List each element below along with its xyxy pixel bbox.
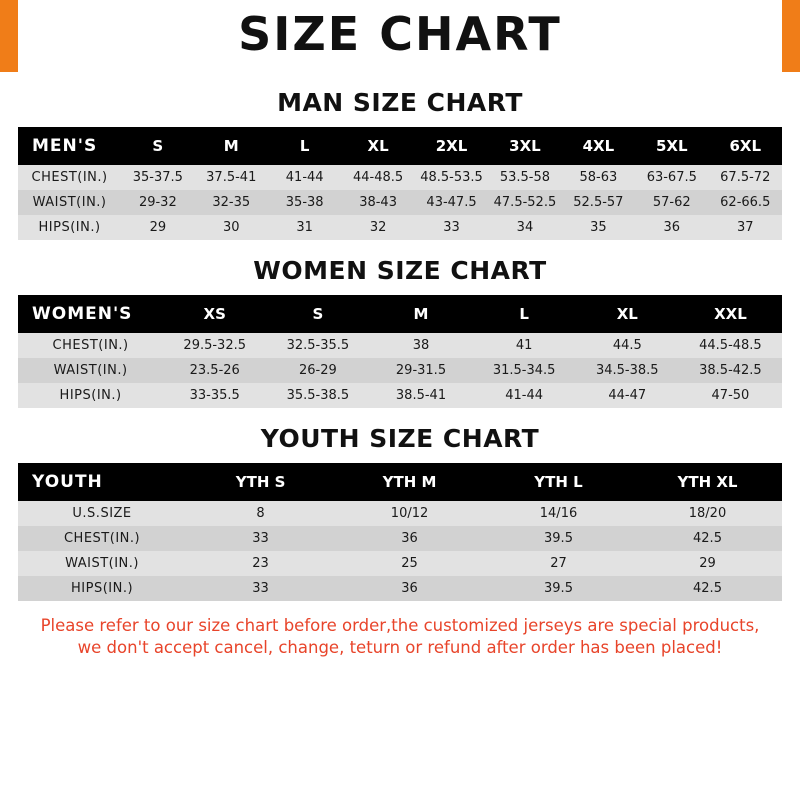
women-hips-xxl: 47-50 [679,383,782,408]
youth-hips-m: 36 [335,576,484,601]
women-header-l: L [473,295,576,333]
men-header-l: L [268,127,341,165]
table-row [18,215,782,240]
table-row [18,165,782,190]
youth-ussize-l: 14/16 [484,501,633,526]
youth-hips-l: 39.5 [484,576,633,601]
youth-hips-xl: 42.5 [633,576,782,601]
page-title: SIZE CHART [238,7,562,61]
men-header-4xl: 4XL [562,127,635,165]
women-hips-l: 41-44 [473,383,576,408]
men-row-label-hips: HIPS(IN.) [18,215,121,240]
women-waist-m: 29-31.5 [369,358,472,383]
youth-row-label-waist: WAIST(IN.) [18,551,186,576]
youth-row-label-chest: CHEST(IN.) [18,526,186,551]
women-header-s: S [266,295,369,333]
youth-size-table [18,463,782,601]
youth-table-head [18,463,782,501]
men-row-label-waist: WAIST(IN.) [18,190,121,215]
men-chest-3xl: 53.5-58 [488,165,561,190]
men-hips-l: 31 [268,215,341,240]
men-hips-xl: 32 [341,215,414,240]
men-chest-6xl: 67.5-72 [709,165,783,190]
men-chest-5xl: 63-67.5 [635,165,708,190]
men-hips-5xl: 36 [635,215,708,240]
table-row [18,526,782,551]
content-area [0,88,800,660]
women-chest-m: 38 [369,333,472,358]
women-chest-xl: 44.5 [576,333,679,358]
table-row [18,383,782,408]
men-hips-6xl: 37 [709,215,783,240]
women-row-label-chest: CHEST(IN.) [18,333,163,358]
women-waist-xs: 23.5-26 [163,358,266,383]
women-header-xl: XL [576,295,679,333]
women-table-body [18,333,782,408]
men-hips-m: 30 [195,215,268,240]
men-waist-l: 35-38 [268,190,341,215]
table-header-row [18,295,782,333]
men-chest-s: 35-37.5 [121,165,194,190]
table-row [18,190,782,215]
men-chest-2xl: 48.5-53.5 [415,165,488,190]
women-chest-xs: 29.5-32.5 [163,333,266,358]
youth-hips-s: 33 [186,576,335,601]
men-header-3xl: 3XL [488,127,561,165]
youth-section-title: YOUTH SIZE CHART [260,424,540,453]
men-chest-xl: 44-48.5 [341,165,414,190]
youth-ussize-xl: 18/20 [633,501,782,526]
men-row-label-chest: CHEST(IN.) [18,165,121,190]
men-waist-3xl: 47.5-52.5 [488,190,561,215]
youth-ussize-m: 10/12 [335,501,484,526]
youth-waist-s: 23 [186,551,335,576]
men-hips-s: 29 [121,215,194,240]
women-waist-l: 31.5-34.5 [473,358,576,383]
men-size-table [18,127,782,240]
youth-row-label-ussize: U.S.SIZE [18,501,186,526]
men-waist-5xl: 57-62 [635,190,708,215]
men-waist-s: 29-32 [121,190,194,215]
men-hips-2xl: 33 [415,215,488,240]
men-table-body [18,165,782,240]
women-header-xs: XS [163,295,266,333]
youth-header-label: YOUTH [18,463,186,501]
youth-chest-m: 36 [335,526,484,551]
women-waist-xxl: 38.5-42.5 [679,358,782,383]
men-section-title: MAN SIZE CHART [277,88,523,117]
women-row-label-waist: WAIST(IN.) [18,358,163,383]
youth-header-xl: YTH XL [633,463,782,501]
women-waist-s: 26-29 [266,358,369,383]
women-header-m: M [369,295,472,333]
women-hips-xl: 44-47 [576,383,679,408]
youth-waist-l: 27 [484,551,633,576]
men-chest-4xl: 58-63 [562,165,635,190]
men-header-2xl: 2XL [415,127,488,165]
table-row [18,333,782,358]
youth-chest-xl: 42.5 [633,526,782,551]
women-hips-s: 35.5-38.5 [266,383,369,408]
table-row [18,551,782,576]
men-hips-3xl: 34 [488,215,561,240]
men-hips-4xl: 35 [562,215,635,240]
women-hips-m: 38.5-41 [369,383,472,408]
women-table-head [18,295,782,333]
women-chest-s: 32.5-35.5 [266,333,369,358]
women-header-xxl: XXL [679,295,782,333]
men-header-m: M [195,127,268,165]
footer-note [18,615,782,660]
table-header-row [18,127,782,165]
men-waist-6xl: 62-66.5 [709,190,783,215]
table-header-row [18,463,782,501]
youth-row-label-hips: HIPS(IN.) [18,576,186,601]
women-waist-xl: 34.5-38.5 [576,358,679,383]
women-header-label: WOMEN'S [18,295,163,333]
youth-header-s: YTH S [186,463,335,501]
header-band [0,0,800,72]
youth-table-body [18,501,782,601]
table-row [18,576,782,601]
men-header-6xl: 6XL [709,127,783,165]
women-hips-xs: 33-35.5 [163,383,266,408]
women-chest-l: 41 [473,333,576,358]
youth-chest-l: 39.5 [484,526,633,551]
youth-waist-xl: 29 [633,551,782,576]
men-header-xl: XL [341,127,414,165]
youth-header-l: YTH L [484,463,633,501]
men-waist-2xl: 43-47.5 [415,190,488,215]
women-row-label-hips: HIPS(IN.) [18,383,163,408]
men-header-s: S [121,127,194,165]
youth-chest-s: 33 [186,526,335,551]
youth-ussize-s: 8 [186,501,335,526]
youth-header-m: YTH M [335,463,484,501]
footer-note-line-2: we don't accept cancel, change, teturn or refund after order has been placed! [77,638,723,658]
men-chest-l: 41-44 [268,165,341,190]
men-chest-m: 37.5-41 [195,165,268,190]
table-row [18,358,782,383]
men-waist-xl: 38-43 [341,190,414,215]
youth-waist-m: 25 [335,551,484,576]
women-size-table [18,295,782,408]
men-table-head [18,127,782,165]
women-section-title: WOMEN SIZE CHART [253,256,547,285]
table-row [18,501,782,526]
women-chest-xxl: 44.5-48.5 [679,333,782,358]
footer-note-line-1: Please refer to our size chart before order,the customized jerseys are special products, [40,616,760,635]
men-header-5xl: 5XL [635,127,708,165]
men-waist-4xl: 52.5-57 [562,190,635,215]
men-header-label: MEN'S [18,127,121,165]
men-waist-m: 32-35 [195,190,268,215]
